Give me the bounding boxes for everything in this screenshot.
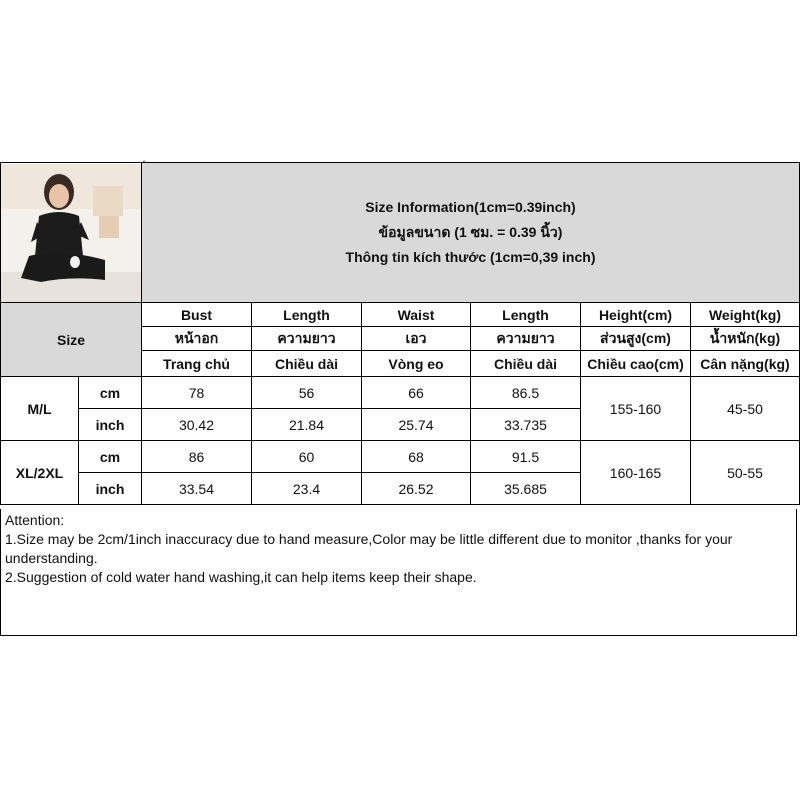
table-cell: 25.74 [362,409,471,441]
table-cell: 56 [252,377,362,409]
column-header-th: น้ำหนัก(kg) [691,327,800,351]
column-header-en: Length [252,303,362,327]
table-cell: 33.54 [142,473,252,505]
title-vietnamese: Thông tin kích thước (1cm=0,39 inch) [345,249,596,265]
table-cell: 68 [362,441,471,473]
size-header: Size [1,303,142,377]
size-table [0,162,800,505]
model-photo-icon [1,164,141,302]
title-thai: ข้อมูลขนาด (1 ซม. = 0.39 นิ้ว) [378,224,563,240]
table-cell: 60 [252,441,362,473]
unit-inch: inch [79,409,142,441]
column-header-th: ส่วนสูง(cm) [581,327,691,351]
title-english: Size Information(1cm=0.39inch) [365,199,576,215]
table-cell: 91.5 [471,441,581,473]
column-header-en: Bust [142,303,252,327]
table-cell: 66 [362,377,471,409]
column-header-th: หน้าอก [142,327,252,351]
size-name: M/L [1,377,79,441]
weight-range: 50-55 [691,441,800,505]
column-header-vi: Trang chủ [142,351,252,377]
height-range: 160-165 [581,441,691,505]
height-range: 155-160 [581,377,691,441]
table-cell: 86 [142,441,252,473]
table-cell: 33.735 [471,409,581,441]
column-header-vi: Chiều dài [252,351,362,377]
column-header-vi: Cân nặng(kg) [691,351,800,377]
title-cell [142,163,800,303]
table-cell: 35.685 [471,473,581,505]
table-cell: 23.4 [252,473,362,505]
column-header-en: Length [471,303,581,327]
size-name: XL/2XL [1,441,79,505]
product-photo [1,164,141,302]
column-header-vi: Vòng eo [362,351,471,377]
column-header-en: Height(cm) [581,303,691,327]
unit-inch: inch [79,473,142,505]
column-header-th: ความยาว [252,327,362,351]
weight-range: 45-50 [691,377,800,441]
notes-heading: Attention: [5,512,65,528]
table-cell: 21.84 [252,409,362,441]
notes-line: 1.Size may be 2cm/1inch inaccuracy due to hand measure,Color may be little different due to monitor ,thanks for your understanding. [5,531,733,566]
column-header-en: Waist [362,303,471,327]
attention-notes [0,509,797,636]
column-header-en: Weight(kg) [691,303,800,327]
column-header-th: เอว [362,327,471,351]
product-photo-cell [1,163,142,303]
table-cell: 30.42 [142,409,252,441]
column-header-vi: Chiều cao(cm) [581,351,691,377]
unit-cm: cm [79,377,142,409]
table-cell: 78 [142,377,252,409]
size-chart [0,162,799,638]
table-cell: 86.5 [471,377,581,409]
notes-line: 2.Suggestion of cold water hand washing,it can help items keep their shape. [5,569,477,585]
column-header-vi: Chiều dài [471,351,581,377]
table-cell: 26.52 [362,473,471,505]
unit-cm: cm [79,441,142,473]
column-header-th: ความยาว [471,327,581,351]
